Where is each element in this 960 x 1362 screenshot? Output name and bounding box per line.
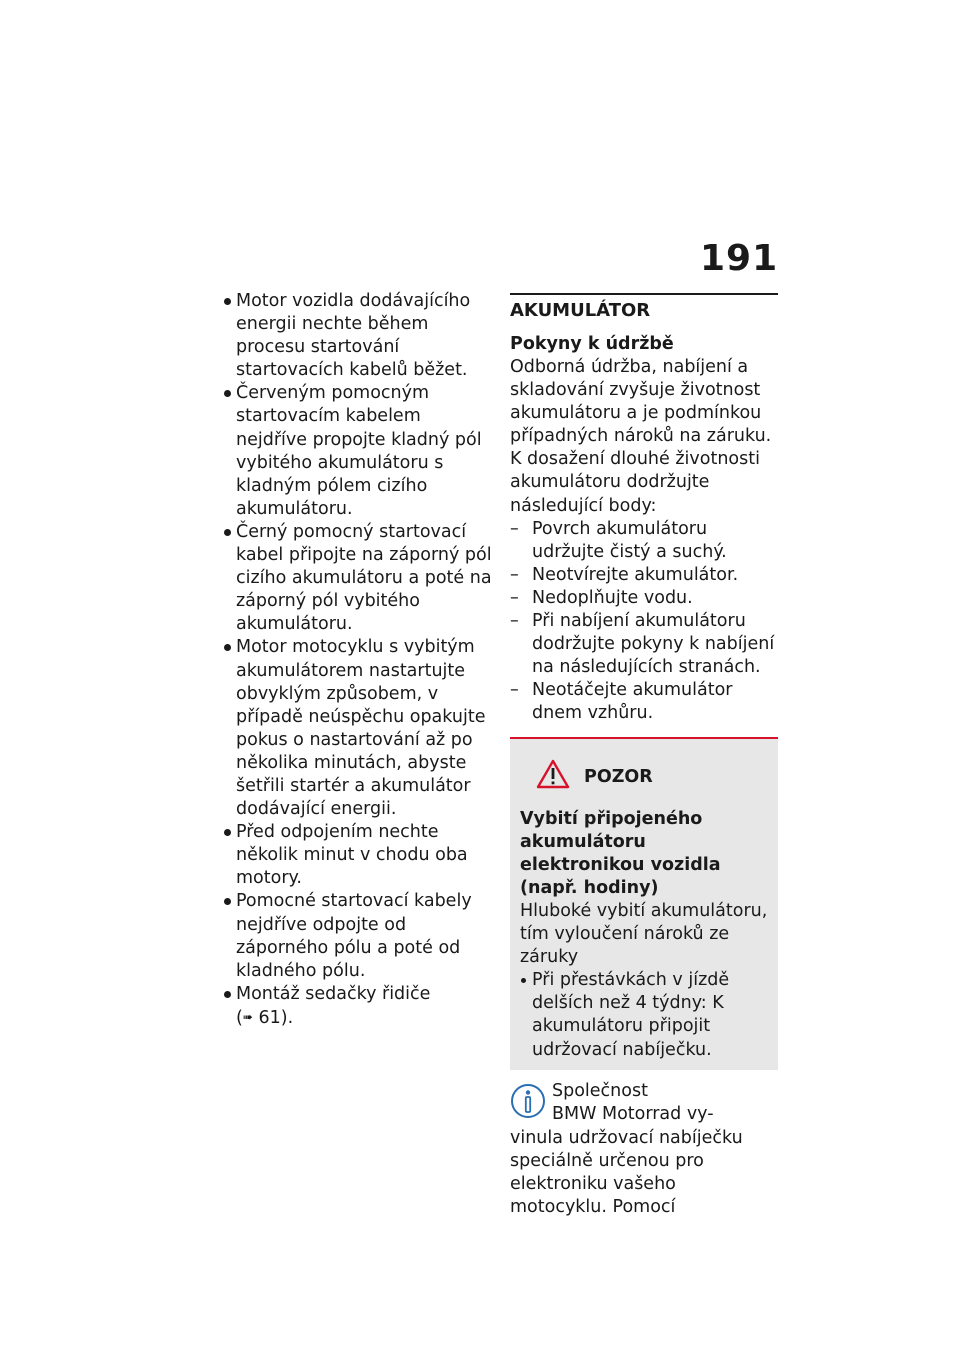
info-icon bbox=[510, 1080, 552, 1127]
info-block bbox=[510, 1080, 778, 1219]
info-line-2: BMW Motorrad vy- bbox=[552, 1103, 714, 1124]
arrow-icon: ➠ bbox=[242, 1009, 253, 1024]
page-reference[interactable]: (➠ 61). bbox=[236, 1007, 294, 1028]
intro-paragraph: Odborná údržba, nabíjení a skladování zvyšuje životnost akumulátoru a je podmínkou případných nároků na záruku. K dosažení dlouhé životnosti akumulátoru dodržujte následující body: bbox=[510, 357, 772, 516]
list-item: – Neotáčejte akumulátor dnem vzhůru. bbox=[510, 679, 778, 725]
warning-text: Hluboké vybití akumulátoru, tím vyloučení nároků ze záruky bbox=[520, 900, 768, 968]
warning-triangle-icon bbox=[536, 759, 570, 796]
subsection-title: Pokyny k údržbě bbox=[510, 334, 674, 354]
warning-label: POZOR bbox=[584, 766, 653, 787]
list-item: Motor motocyklu s vybitým akumulátorem nastartujte obvyklým způsobem, v případě neúspěchu opakujte pokus o nastartování až po několika minutách, abyste šetřili startér a akumulátor dodávající energii. bbox=[222, 636, 492, 821]
list-item: – Povrch akumulátoru udržujte čistý a suchý. bbox=[510, 518, 778, 564]
jump-start-steps bbox=[222, 290, 492, 1030]
warning-box bbox=[510, 737, 778, 1070]
page-number: 191 bbox=[700, 238, 779, 279]
list-item: Před odpojením nechte několik minut v chodu oba motory. bbox=[222, 821, 492, 890]
right-column bbox=[510, 293, 778, 1219]
maintenance-list bbox=[510, 518, 778, 726]
list-item-label: Montáž sedačky řidiče bbox=[236, 983, 431, 1004]
info-line-1: Společnost bbox=[552, 1080, 648, 1101]
info-text: vinula udržovací nabíječku speciálně určenou pro elektroniku vašeho motocyklu. Pomocí bbox=[510, 1127, 743, 1217]
list-item: Při přestávkách v jízdě delších než 4 týdny: K akumulátoru připojit udržovací nabíječku. bbox=[520, 969, 768, 1061]
warning-bullets bbox=[520, 969, 768, 1061]
list-item: – Nedoplňujte vodu. bbox=[510, 587, 778, 610]
list-item: – Při nabíjení akumulátoru dodržujte pokyny k nabíjení na následujících stranách. bbox=[510, 610, 778, 679]
warning-header bbox=[536, 759, 768, 796]
section-divider bbox=[510, 293, 778, 295]
left-column bbox=[222, 290, 492, 1030]
section-title: AKUMULÁTOR bbox=[510, 300, 651, 321]
list-item: Červeným pomocným startovacím kabelem nejdříve propojte kladný pól vybitého akumulátoru s kladným pólem cizího akumulátoru. bbox=[222, 382, 492, 521]
list-item: Motor vozidla dodávajícího energii nechte během procesu startování startovacích kabelů běžet. bbox=[222, 290, 492, 382]
list-item: – Neotvírejte akumulátor. bbox=[510, 564, 778, 587]
warning-heading: Vybití připojeného akumulátoru elektronikou vozidla (např. hodiny) bbox=[520, 808, 721, 898]
list-item: Pomocné startovací kabely nejdříve odpojte od záporného pólu a poté od kladného pólu. bbox=[222, 890, 492, 982]
list-item: Černý pomocný startovací kabel připojte na záporný pól cizího akumulátoru a poté na záporný pól vybitého akumulátoru. bbox=[222, 521, 492, 636]
list-item-seat bbox=[222, 983, 492, 1030]
